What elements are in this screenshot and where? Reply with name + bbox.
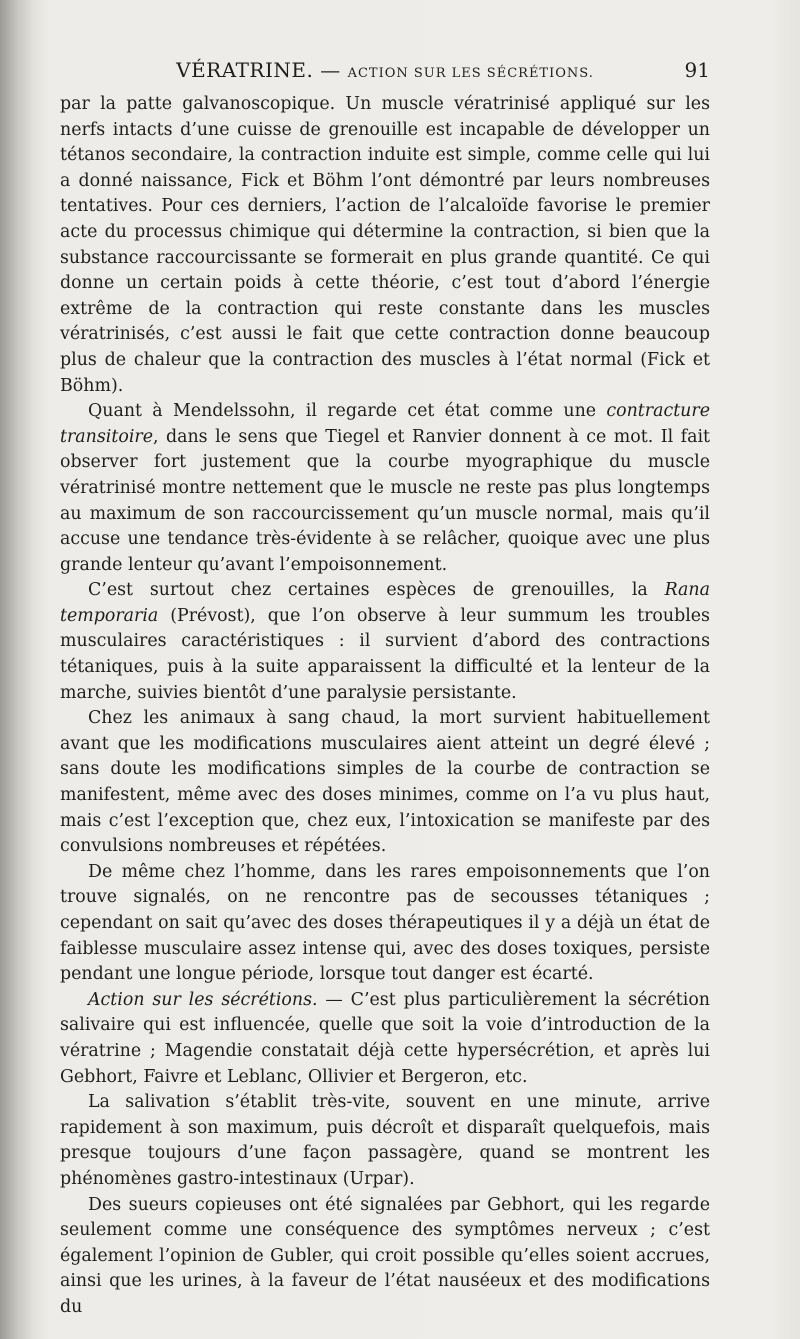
page-number: 91	[684, 58, 710, 82]
paragraph-text: par la patte galvanoscopique. Un muscle vératrinisé appliqué sur les nerfs intacts d’une cuisse de grenouille est incapable de développer un tétanos secondaire, la contraction induite est simple, comme celle qui lui a donné naissance, Fick et Böhm l’ont démontré par leurs nombreuses tentatives. Pour ces derniers, l’action de l’alcaloïde favorise le premier acte du processus chimique qui détermine la contraction, si bien que la substance raccourcissante se formerait en plus grande quantité. Ce qui donne un certain poids à cette théorie, c’est tout d’abord l’énergie extrême de la contraction qui reste constante dans les muscles vératrinisés, c’est aussi le fait que cette contraction donne beaucoup plus de chaleur que la contraction des muscles à l’état normal (Fick et Böhm).	[60, 94, 710, 396]
paragraph	[60, 988, 710, 1090]
paragraph-text: Quant à Mendelssohn, il regarde cet état comme une	[88, 401, 607, 422]
running-head-dash: —	[313, 58, 348, 82]
running-head	[60, 58, 710, 82]
paragraph-text: Des sueurs copieuses ont été signalées par Gebhort, qui les regarde seulement comme une conséquence des symptômes nerveux ; c’est également l’opinion de Gubler, qui croit possible qu’elles soient accrues, ainsi que les urines, à la faveur de l’état nauséeux et des modifications du	[60, 1194, 710, 1317]
paragraph	[60, 92, 710, 399]
running-head-section: ACTION SUR LES SÉCRÉTIONS.	[347, 66, 594, 81]
paragraph	[60, 578, 710, 706]
section-heading: Action sur les sécrétions.	[88, 989, 318, 1010]
body-text	[60, 92, 710, 1321]
italic-term: contracture transitoire	[60, 401, 710, 447]
paragraph-text: (Prévost), que l’on observe à leur summum les troubles musculaires caractéristiques : il survient d’abord des contractions tétaniques, puis à la suite apparaissent la difficulté et la lenteur de la marche, suivies bientôt d’une paralysie persistante.	[60, 605, 710, 703]
running-head-title: VÉRATRINE.	[176, 58, 314, 82]
page-header	[60, 58, 710, 92]
paragraph-text: Chez les animaux à sang chaud, la mort survient habituellement avant que les modifications musculaires aient atteint un degré élevé ; sans doute les modifications simples de la courbe de contraction se manifestent, même avec des doses minimes, comme on l’a vu plus haut, mais c’est l’exception que, chez eux, l’intoxication se manifeste par des convulsions nombreuses et répétées.	[60, 708, 710, 857]
paragraph-text: C’est surtout chez certaines espèces de grenouilles, la	[88, 580, 665, 601]
paragraph	[60, 1090, 710, 1192]
paragraph	[60, 706, 710, 860]
italic-term: Rana temporaria	[60, 580, 710, 626]
paragraph	[60, 1193, 710, 1321]
paragraph-text: De même chez l’homme, dans les rares empoisonnements que l’on trouve signalés, on ne rencontre pas de secousses tétaniques ; cependant on sait qu’avec des doses thérapeutiques il y a déjà un état de faiblesse musculaire assez intense qui, avec des doses toxiques, persiste pendant une longue période, lorsque tout danger est écarté.	[60, 861, 710, 985]
paragraph-text: , dans le sens que Tiegel et Ranvier donnent à ce mot. Il fait observer fort justement que la courbe myographique du muscle vératrinisé montre nettement que le muscle ne reste pas plus longtemps au maximum de son raccourcissement qu’un muscle normal, mais qu’il accuse une tendance très-évidente à se relâcher, quoique avec une plus grande lenteur qu’avant l’empoisonnement.	[60, 426, 710, 575]
paragraph	[60, 399, 710, 578]
paragraph-text: — C’est plus particulièrement la sécrétion salivaire qui est influencée, quelle que soit la voie d’introduction de la vératrine ; Magendie constatait déjà cette hypersécrétion, et après lui Gebhort, Faivre et Leblanc, Ollivier et Bergeron, etc.	[60, 989, 710, 1087]
paragraph-text: La salivation s’établit très-vite, souvent en une minute, arrive rapidement à son maximum, puis décroît et disparaît quelquefois, mais presque toujours d’une façon passagère, quand se montrent les phénomènes gastro-intestinaux (Urpar).	[60, 1092, 710, 1189]
paragraph	[60, 860, 710, 988]
